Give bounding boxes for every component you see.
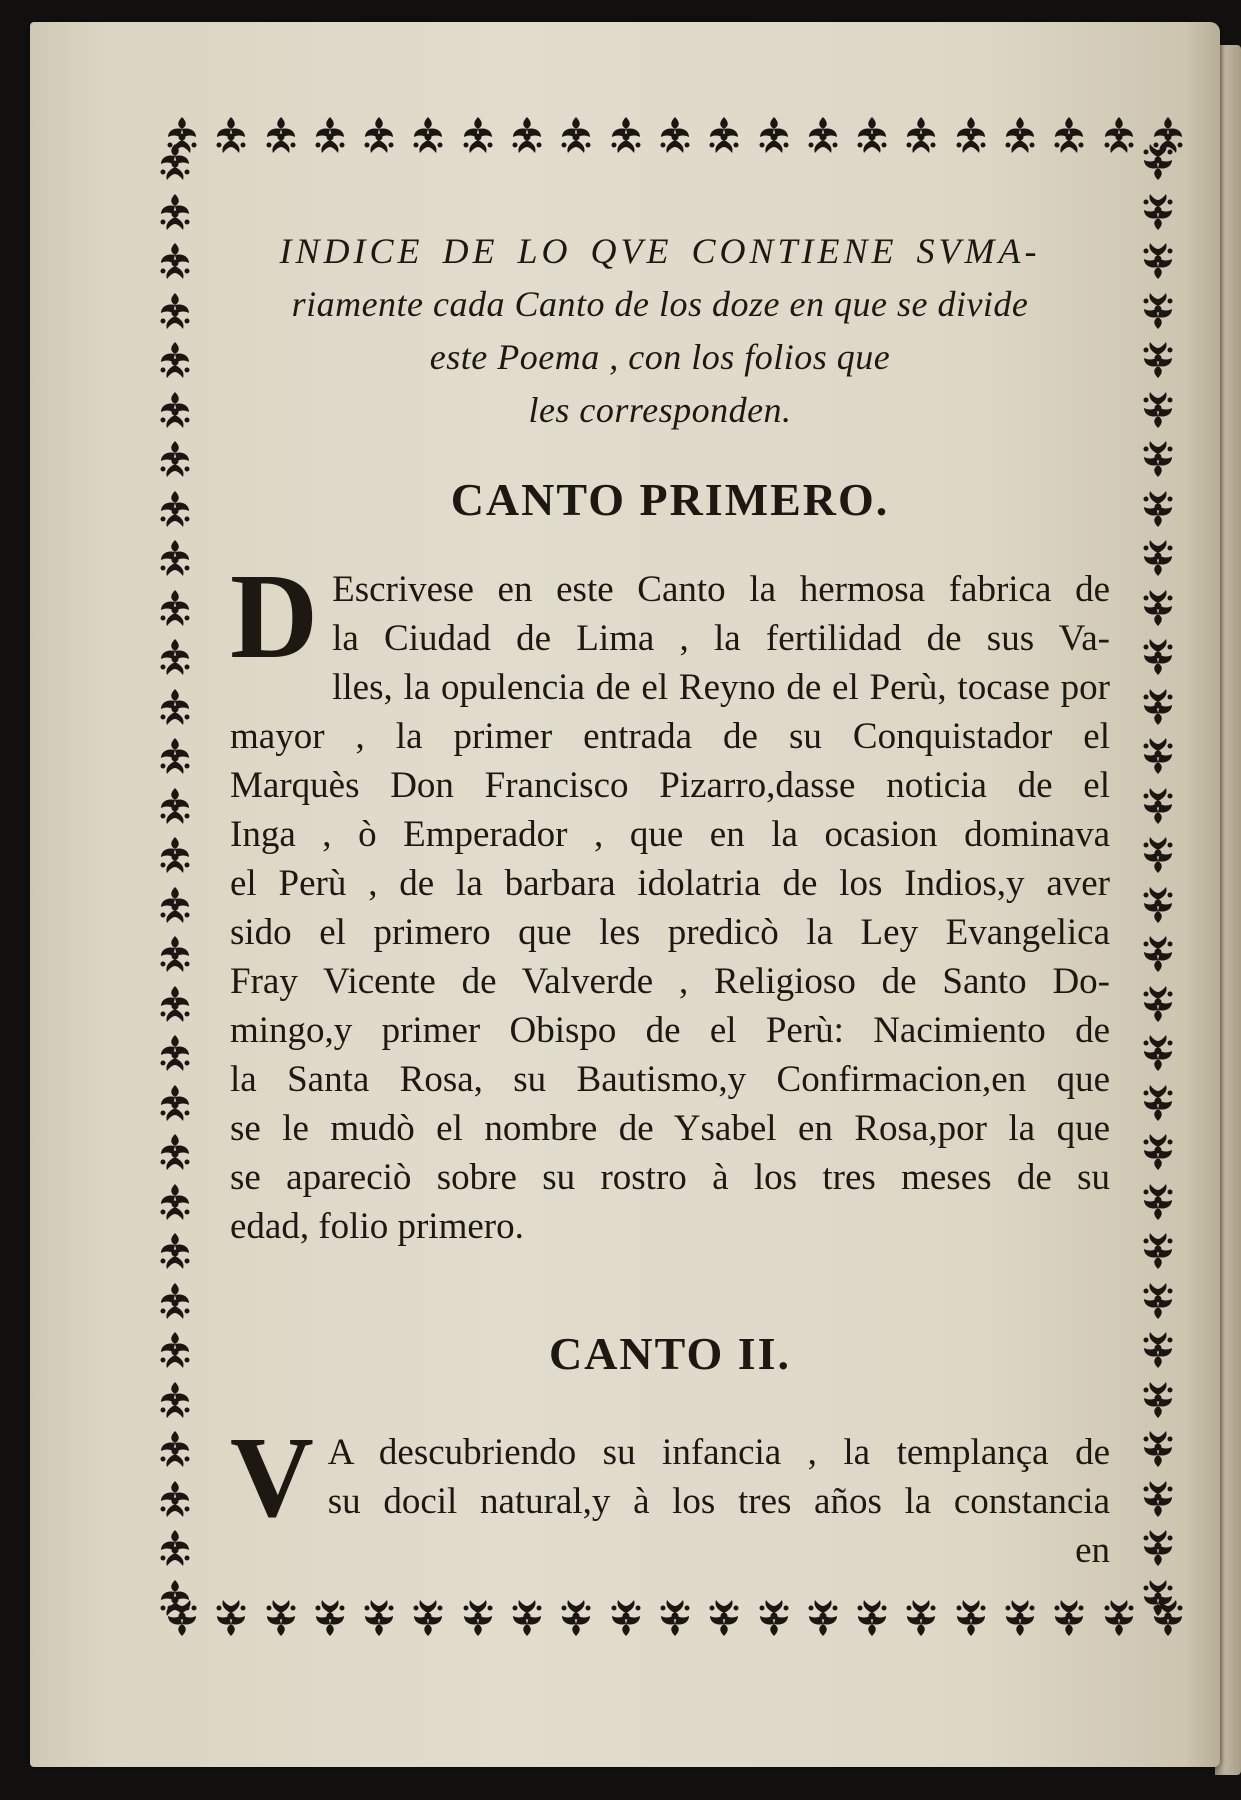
fleuron-ornament bbox=[949, 1596, 993, 1640]
fleuron-ornament bbox=[153, 388, 197, 432]
text-line: Inga , ò Emperador , que en la ocasion dominava bbox=[230, 814, 1110, 855]
text-line: se le mudò el nombre de Ysabel en Rosa,por la que bbox=[230, 1108, 1110, 1149]
fleuron-ornament bbox=[850, 1596, 894, 1640]
fleuron-ornament bbox=[153, 784, 197, 828]
heading-line: INDICE DE LO QVE CONTIENE SVMA- bbox=[279, 231, 1041, 271]
text-line: edad, folio primero. bbox=[230, 1206, 524, 1247]
fleuron-ornament bbox=[1136, 1526, 1180, 1570]
fleuron-ornament bbox=[505, 113, 549, 157]
fleuron-ornament bbox=[1136, 734, 1180, 778]
text-line: la Ciudad de Lima , la fertilidad de sus Va- bbox=[332, 618, 1110, 659]
fleuron-ornament bbox=[1136, 635, 1180, 679]
fleuron-ornament bbox=[153, 932, 197, 976]
fleuron-ornament bbox=[1136, 239, 1180, 283]
text-line: su docil natural,y à los tres años la constancia bbox=[327, 1481, 1110, 1522]
canto-ii-summary bbox=[230, 1414, 1110, 1575]
fleuron-ornament bbox=[153, 1130, 197, 1174]
fleuron-ornament bbox=[456, 113, 500, 157]
fleuron-ornament bbox=[153, 586, 197, 630]
fleuron-ornament bbox=[153, 1229, 197, 1273]
fleuron-ornament bbox=[153, 1477, 197, 1521]
ornamental-border-left bbox=[145, 140, 205, 1620]
fleuron-ornament bbox=[1136, 190, 1180, 234]
fleuron-ornament bbox=[850, 113, 894, 157]
ornamental-border-top bbox=[160, 105, 1190, 165]
fleuron-ornament bbox=[1136, 388, 1180, 432]
fleuron-ornament bbox=[153, 190, 197, 234]
fleuron-ornament bbox=[505, 1596, 549, 1640]
fleuron-ornament bbox=[653, 1596, 697, 1640]
fleuron-ornament bbox=[153, 1378, 197, 1422]
fleuron-ornament bbox=[1047, 1596, 1091, 1640]
fleuron-ornament bbox=[153, 1328, 197, 1372]
text-line: se apareciò sobre su rostro à los tres meses de su bbox=[230, 1157, 1110, 1198]
fleuron-ornament bbox=[153, 1279, 197, 1323]
fleuron-ornament bbox=[1136, 833, 1180, 877]
fleuron-ornament bbox=[153, 1526, 197, 1570]
fleuron-ornament bbox=[1136, 1279, 1180, 1323]
fleuron-ornament bbox=[1136, 1031, 1180, 1075]
fleuron-ornament bbox=[153, 1081, 197, 1125]
fleuron-ornament bbox=[1136, 1427, 1180, 1471]
fleuron-ornament bbox=[153, 635, 197, 679]
fleuron-ornament bbox=[899, 113, 943, 157]
text-line: A descubriendo su infancia , la templança de bbox=[327, 1432, 1110, 1473]
fleuron-ornament bbox=[1136, 437, 1180, 481]
ornamental-border-right bbox=[1128, 140, 1188, 1620]
fleuron-ornament bbox=[702, 1596, 746, 1640]
fleuron-ornament bbox=[153, 289, 197, 333]
fleuron-ornament bbox=[209, 113, 253, 157]
fleuron-ornament bbox=[1136, 487, 1180, 531]
fleuron-ornament bbox=[153, 883, 197, 927]
fleuron-ornament bbox=[406, 113, 450, 157]
fleuron-ornament bbox=[752, 1596, 796, 1640]
fleuron-ornament bbox=[604, 113, 648, 157]
drop-cap: D bbox=[230, 549, 319, 684]
canto-primero-summary bbox=[230, 549, 1110, 1251]
fleuron-ornament bbox=[899, 1596, 943, 1640]
fleuron-ornament bbox=[1136, 536, 1180, 580]
fleuron-ornament bbox=[1136, 140, 1180, 184]
fleuron-ornament bbox=[259, 1596, 303, 1640]
fleuron-ornament bbox=[153, 1427, 197, 1471]
fleuron-ornament bbox=[153, 239, 197, 283]
ornamental-border-bottom bbox=[160, 1588, 1190, 1648]
fleuron-ornament bbox=[406, 1596, 450, 1640]
fleuron-ornament bbox=[752, 113, 796, 157]
fleuron-ornament bbox=[1136, 784, 1180, 828]
text-line: mayor , la primer entrada de su Conquistador el bbox=[230, 716, 1110, 757]
fleuron-ornament bbox=[153, 338, 197, 382]
page-content bbox=[230, 225, 1110, 1571]
canto-ii-title: CANTO II. bbox=[548, 1328, 792, 1379]
fleuron-ornament bbox=[308, 113, 352, 157]
fleuron-ornament bbox=[1136, 932, 1180, 976]
fleuron-ornament bbox=[153, 437, 197, 481]
index-heading bbox=[230, 225, 1090, 437]
fleuron-ornament bbox=[998, 113, 1042, 157]
fleuron-ornament bbox=[604, 1596, 648, 1640]
fleuron-ornament bbox=[1136, 1180, 1180, 1224]
fleuron-ornament bbox=[998, 1596, 1042, 1640]
fleuron-ornament bbox=[1136, 982, 1180, 1026]
fleuron-ornament bbox=[1136, 586, 1180, 630]
fleuron-ornament bbox=[308, 1596, 352, 1640]
heading-line: este Poema , con los folios que bbox=[429, 337, 891, 377]
heading-line: riamente cada Canto de los doze en que se divide bbox=[291, 284, 1029, 324]
canto-primero-title: CANTO PRIMERO. bbox=[450, 474, 890, 525]
fleuron-ornament bbox=[949, 113, 993, 157]
fleuron-ornament bbox=[456, 1596, 500, 1640]
fleuron-ornament bbox=[357, 1596, 401, 1640]
fleuron-ornament bbox=[1136, 685, 1180, 729]
heading-line: les corresponden. bbox=[528, 390, 792, 430]
text-line: Escrivese en este Canto la hermosa fabrica de bbox=[332, 569, 1110, 610]
fleuron-ornament bbox=[153, 1180, 197, 1224]
fleuron-ornament bbox=[1047, 113, 1091, 157]
fleuron-ornament bbox=[1136, 1081, 1180, 1125]
fleuron-ornament bbox=[801, 1596, 845, 1640]
fleuron-ornament bbox=[1136, 1229, 1180, 1273]
fleuron-ornament bbox=[153, 833, 197, 877]
fleuron-ornament bbox=[1136, 1378, 1180, 1422]
catchword: en bbox=[1075, 1530, 1110, 1571]
fleuron-ornament bbox=[1136, 1130, 1180, 1174]
text-line: la Santa Rosa, su Bautismo,y Confirmacion,en que bbox=[230, 1059, 1110, 1100]
fleuron-ornament bbox=[357, 113, 401, 157]
fleuron-ornament bbox=[554, 113, 598, 157]
fleuron-ornament bbox=[153, 487, 197, 531]
fleuron-ornament bbox=[153, 140, 197, 184]
fleuron-ornament bbox=[653, 113, 697, 157]
fleuron-ornament bbox=[153, 536, 197, 580]
text-line: sido el primero que les predicò la Ley Evangelica bbox=[230, 912, 1110, 953]
text-line: lles, la opulencia de el Reyno de el Perù, tocase por bbox=[332, 667, 1110, 708]
fleuron-ornament bbox=[209, 1596, 253, 1640]
fleuron-ornament bbox=[554, 1596, 598, 1640]
fleuron-ornament bbox=[1136, 338, 1180, 382]
fleuron-ornament bbox=[153, 1031, 197, 1075]
fleuron-ornament bbox=[153, 982, 197, 1026]
text-line: Marquès Don Francisco Pizarro,dasse noticia de el bbox=[230, 765, 1110, 806]
fleuron-ornament bbox=[259, 113, 303, 157]
fleuron-ornament bbox=[801, 113, 845, 157]
fleuron-ornament bbox=[702, 113, 746, 157]
fleuron-ornament bbox=[153, 1576, 197, 1620]
text-line: Fray Vicente de Valverde , Religioso de Santo Do- bbox=[230, 961, 1110, 1002]
fleuron-ornament bbox=[1136, 1477, 1180, 1521]
fleuron-ornament bbox=[153, 734, 197, 778]
fleuron-ornament bbox=[1136, 1328, 1180, 1372]
fleuron-ornament bbox=[1136, 1576, 1180, 1620]
fleuron-ornament bbox=[153, 685, 197, 729]
text-line: mingo,y primer Obispo de el Perù: Nacimiento de bbox=[230, 1010, 1110, 1051]
text-line: el Perù , de la barbara idolatria de los Indios,y aver bbox=[230, 863, 1110, 904]
drop-cap: V bbox=[230, 1414, 314, 1542]
fleuron-ornament bbox=[1136, 289, 1180, 333]
fleuron-ornament bbox=[1136, 883, 1180, 927]
